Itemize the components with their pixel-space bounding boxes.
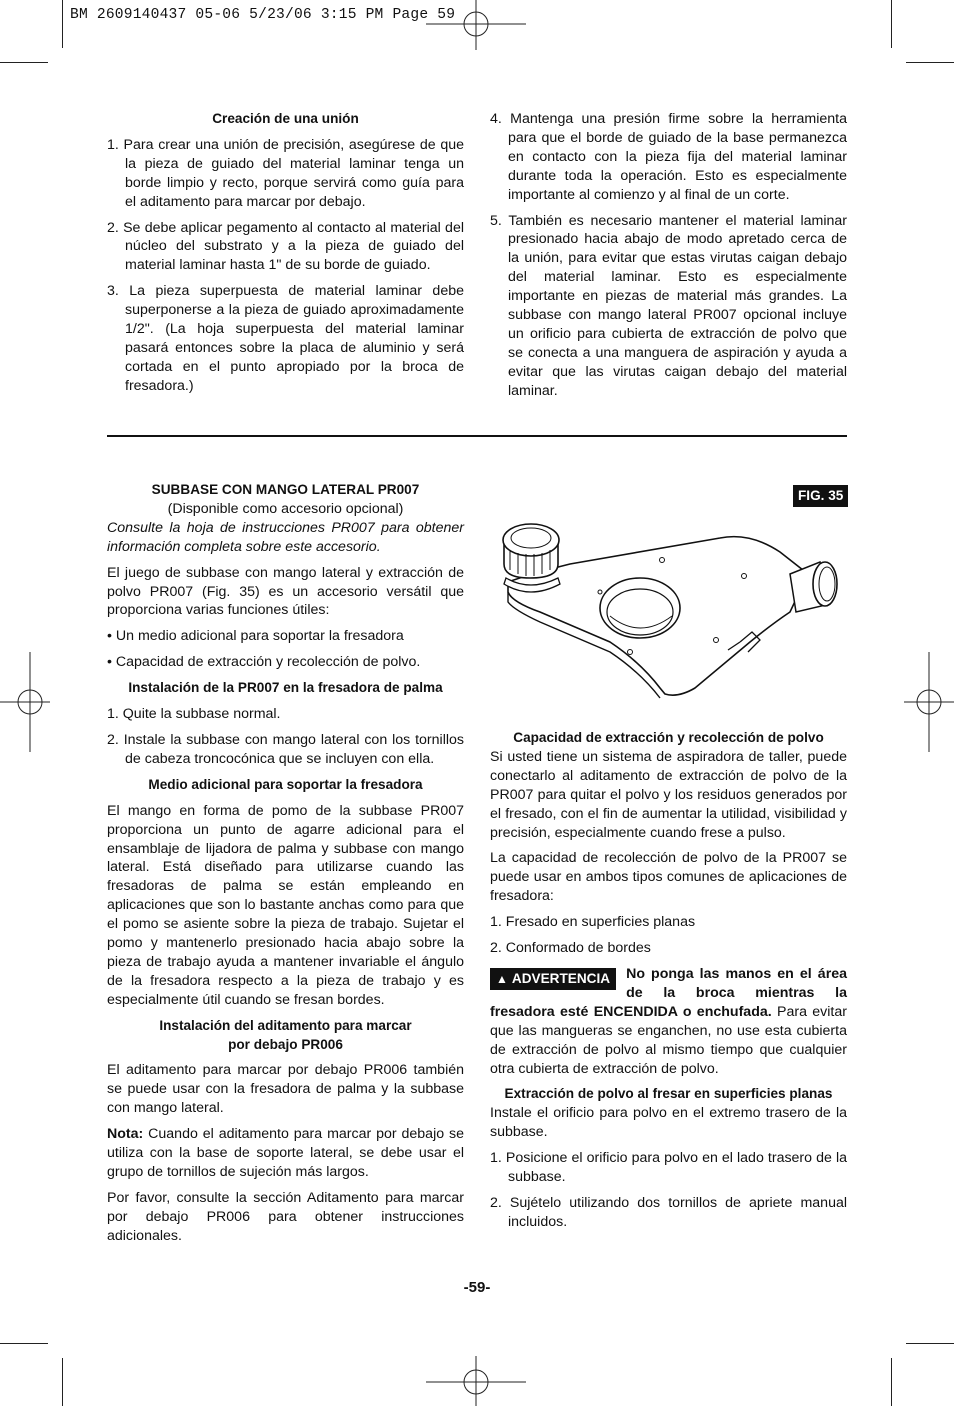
paragraph: El mango en forma de pomo de la subbase PR007 proporciona un punto de agarre adicional para el ensamblaje de lijadora de palma y subbase con mango lateral. Está diseñado para utilizarse cuando las fresadoras de palma se están empleando en aplicaciones que son lo bastante anchas como para que el pomo se asiente sobre la pieza de trabajo. Sujetar el pomo y mantenerlo presionado hacia abajo sobre la pieza de trabajo ayuda a mantener invariable el ángulo de la fresadora respecto a la pieza de trabajo y es especialmente útil cuando se fresan bordes. xyxy=(107,802,464,1008)
print-slug: BM 2609140437 05-06 5/23/06 3:15 PM Page 59 xyxy=(70,7,456,23)
crop-mark xyxy=(62,0,63,48)
registration-mark-icon xyxy=(904,652,954,752)
warning-bold-text: ENCENDIDA xyxy=(593,1003,678,1020)
warning-paragraph xyxy=(490,965,847,1078)
paragraph: Si usted tiene un sistema de aspiradora de taller, puede conectarlo al aditamento de extracción de polvo de la PR007 para quitar el polvo y los residuos generados por el fresado, con el fin de aumentar la utilidad, visibilidad y precisión, especialmente cuando frese a pulso. xyxy=(490,748,847,841)
list-item: 1. Para crear una unión de precisión, asegúrese de que la pieza de guiado del material laminar tenga un borde limpio y recto, porque servirá como guía para el aditamento para marcar por debajo. xyxy=(107,136,464,210)
list-item: 1. Quite la subbase normal. xyxy=(107,706,281,723)
figure-label: FIG. 35 xyxy=(793,485,848,507)
crop-mark xyxy=(906,1343,954,1344)
paragraph: El aditamento para marcar por debajo PR006 también se puede usar con la fresadora de palma y la subbase con mango lateral. xyxy=(107,1062,464,1117)
bullet-item: • Un medio adicional para soportar la fresadora xyxy=(107,628,404,645)
section-heading: Creación de una unión xyxy=(212,111,359,126)
list-item: 4. Mantenga una presión firme sobre la herramienta para que el borde de guiado de la base permanezca en contacto con la pieza fija del material laminar durante toda la operación. Esto es especialmente importante al comienzo y al final de un corte. xyxy=(490,111,847,203)
top-right-column xyxy=(490,110,847,408)
section-divider xyxy=(107,435,847,437)
subsection-heading: Capacidad de extracción y recolección de polvo xyxy=(513,730,824,745)
registration-mark-icon xyxy=(426,1356,526,1406)
list-item: 2. Sujételo utilizando dos tornillos de apriete manual incluidos. xyxy=(490,1194,847,1230)
italic-note: Consulte la hoja de instrucciones PR007 para obtener información completa sobre este accesorio. xyxy=(107,519,464,555)
warning-bold-text: o enchufada. xyxy=(677,1003,772,1020)
page-number: -59- xyxy=(463,1279,491,1296)
crop-mark xyxy=(62,1358,63,1406)
intro-paragraph: El juego de subbase con mango lateral y extracción de polvo PR007 (Fig. 35) es un accesorio versátil que proporciona varias funciones útiles: xyxy=(107,564,464,619)
warning-badge xyxy=(490,968,616,990)
list-item: 5. También es necesario mantener el material laminar presionado hacia abajo de modo apretado cerca de la unión, para evitar que estas virutas caigan debajo del material laminar. Esto es especialmente importante en piezas de material más grandes. La subbase con mango lateral PR007 opcional incluye un orificio para cubierta de extracción de polvo que se conecta a una manguera de aspiración y ayuda a evitar que las virutas caigan debajo del material laminar. xyxy=(490,212,847,399)
note-label: Nota: xyxy=(107,1126,144,1143)
subsection-heading: por debajo PR006 xyxy=(228,1036,343,1052)
list-item: 2. Se debe aplicar pegamento al contacto al material del núcleo del substrato y a la pieza de guiado del material laminar hasta 1" de su borde de guiado. xyxy=(107,219,464,274)
warning-bold-text: No ponga las manos en el área de la broca mientras la fresadora esté xyxy=(490,965,847,1020)
crop-mark xyxy=(891,1358,892,1406)
note-text: Cuando el aditamento para marcar por debajo se utiliza con la base de soporte lateral, se debe usar el grupo de tornillos de sujeción más largos. xyxy=(107,1126,464,1180)
list-item: 2. Instale la subbase con mango lateral con los tornillos de cabeza troncocónica que se incluyen con ella. xyxy=(107,731,464,767)
crop-mark xyxy=(906,62,954,63)
paragraph: Instale el orificio para polvo en el extremo trasero de la subbase. xyxy=(490,1105,847,1141)
subsection-heading: Extracción de polvo al fresar en superficies planas xyxy=(504,1086,833,1102)
bullet-item: • Capacidad de extracción y recolección de polvo. xyxy=(107,654,421,671)
top-left-column xyxy=(107,110,464,403)
registration-mark-icon xyxy=(0,652,50,752)
list-item: 2. Conformado de bordes xyxy=(490,940,651,957)
list-item: 1. Fresado en superficies planas xyxy=(490,914,696,931)
warning-label: ADVERTENCIA xyxy=(511,970,611,986)
subsection-heading: Instalación del aditamento para marcar xyxy=(159,1017,412,1033)
list-item: 1. Posicione el orificio para polvo en el lado trasero de la subbase. xyxy=(490,1150,847,1186)
subbase-illustration xyxy=(490,512,847,700)
bottom-left-column xyxy=(107,481,464,1253)
subsection-heading: Medio adicional para soportar la fresadora xyxy=(148,776,423,792)
warning-text: Para evitar que las mangueras se enganchen, no use esta cubierta de extracción de polvo al mismo tiempo que cualquier otra cubierta de extracción de polvo. xyxy=(490,1003,847,1077)
crop-mark xyxy=(0,62,48,63)
crop-mark xyxy=(0,1343,48,1344)
bottom-right-column xyxy=(490,729,847,1239)
warning-triangle-icon: ▲ xyxy=(496,971,508,986)
paragraph: Por favor, consulte la sección Aditamento para marcar por debajo PR006 para obtener instrucciones adicionales. xyxy=(107,1189,464,1244)
note-paragraph xyxy=(107,1125,464,1182)
crop-mark xyxy=(891,0,892,48)
list-item: 3. La pieza superpuesta de material laminar debe superponerse a la pieza de guiado aproximadamente 1/2". (La hoja superpuesta del material laminar pasará entonces sobre la placa de aluminio y será cortada en el punto apropiado por la broca de fresadora.) xyxy=(107,283,464,394)
section-title: SUBBASE CON MANGO LATERAL PR007 xyxy=(151,482,420,497)
section-subtitle: (Disponible como accesorio opcional) xyxy=(167,500,404,517)
subsection-heading: Instalación de la PR007 en la fresadora de palma xyxy=(128,680,443,696)
paragraph: La capacidad de recolección de polvo de la PR007 se puede usar en ambos tipos comunes de aplicaciones de fresadora: xyxy=(490,850,847,905)
